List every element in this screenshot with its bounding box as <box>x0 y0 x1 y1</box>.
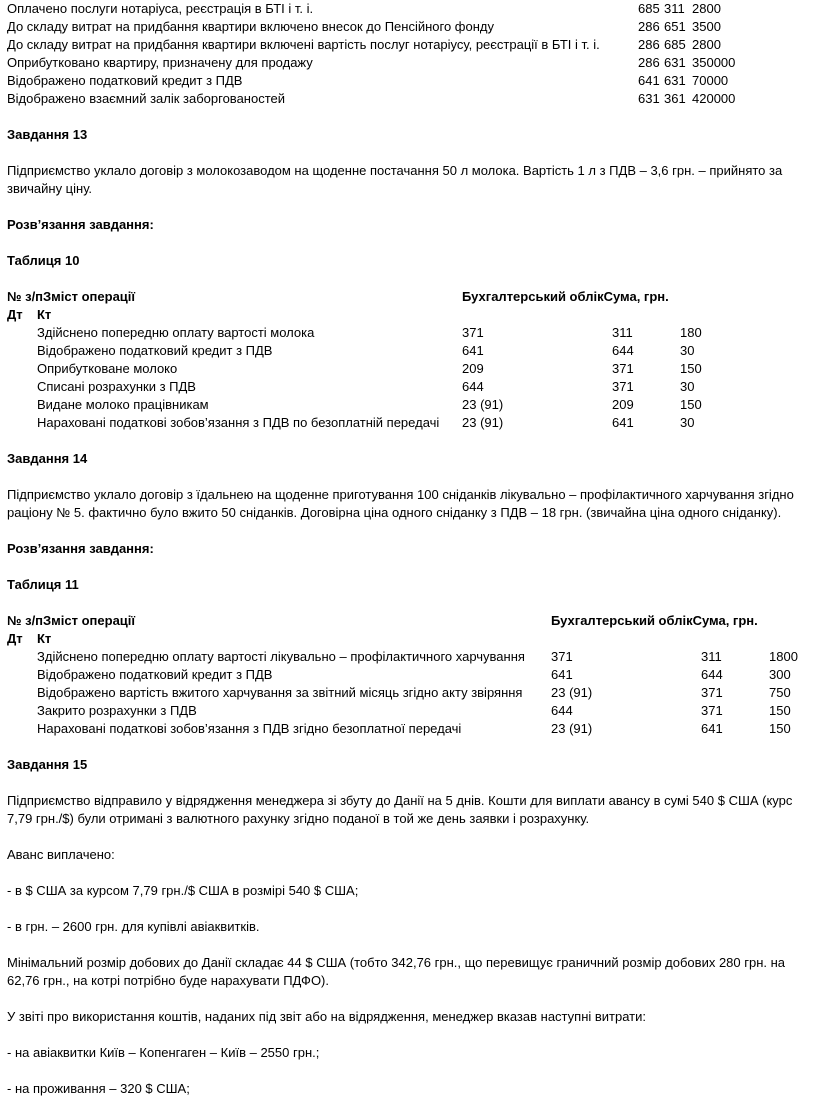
op-dt: 644 <box>462 379 484 394</box>
table-row <box>7 360 740 378</box>
ledger-row-dt: 286 <box>638 19 660 34</box>
task14-heading: Завдання 14 <box>7 451 88 466</box>
ledger-row-dt: 286 <box>638 55 660 70</box>
ledger-row-dt: 685 <box>638 1 660 16</box>
op-dt: 23 (91) <box>462 415 504 430</box>
ledger-row-kt: 361 <box>664 91 686 106</box>
ledger-row-sum: 3500 <box>692 19 721 34</box>
op-kt: 371 <box>612 361 634 376</box>
task14-text: Підприємство уклало договір з їдальнею на щоденне приготування 100 сніданків лікувально – профілактичного харчування згідно раціону № 5. фактично було вжито 50 сніданків. Договірна ціна одного сніданку з ПДВ – 18 грн. (звичайна ціна одного сніданку). <box>7 487 794 520</box>
op-text: Відображено податковий кредит з ПДВ <box>37 343 273 358</box>
ledger-row <box>7 18 807 36</box>
task15-paragraph: У звіті про використання коштів, наданих під звіт або на відрядження, менеджер вказав наступні витрати: <box>7 1009 646 1024</box>
ledger-row-dt: 286 <box>638 37 660 52</box>
op-kt: 311 <box>612 325 633 340</box>
op-text: Оприбутковане молоко <box>37 361 178 376</box>
op-dt: 23 (91) <box>551 721 593 736</box>
ledger-row-text: До складу витрат на придбання квартири включено внесок до Пенсійного фонду <box>7 19 494 34</box>
table10 <box>7 288 740 432</box>
col-content-header: Зміст операції <box>43 613 136 628</box>
col-num-header: № з/п <box>7 613 44 628</box>
table-row <box>7 396 740 414</box>
table11-header <box>7 612 807 630</box>
ledger-row-sum: 70000 <box>692 73 729 88</box>
op-sum: 180 <box>680 325 702 340</box>
ledger-row-sum: 420000 <box>692 91 736 106</box>
col-dt-header: Дт <box>7 307 23 322</box>
task14-solution-label: Розв’язання завдання: <box>7 541 154 556</box>
ledger-row <box>7 72 807 90</box>
op-dt: 641 <box>462 343 484 358</box>
ledger-row-sum: 350000 <box>692 55 736 70</box>
table-row <box>7 648 807 666</box>
op-dt: 23 (91) <box>462 397 504 412</box>
op-text: Відображено податковий кредит з ПДВ <box>37 667 273 682</box>
ledger-row-kt: 631 <box>664 55 686 70</box>
ledger-row <box>7 0 807 18</box>
table-row <box>7 702 807 720</box>
op-dt: 371 <box>462 325 484 340</box>
table10-header <box>7 288 740 306</box>
op-kt: 641 <box>701 721 723 736</box>
ledger-row-kt: 631 <box>664 73 686 88</box>
table-row <box>7 414 740 432</box>
ledger-row-text: Відображено взаємний залік заборгованостей <box>7 91 286 106</box>
op-text: Відображено вартість вжитого харчування за звітний місяць згідно акту звіряння <box>37 685 523 700</box>
col-num-header: № з/п <box>7 289 44 304</box>
task15-paragraph: - в $ США за курсом 7,79 грн./$ США в розмірі 540 $ США; <box>7 883 359 898</box>
op-sum: 30 <box>680 415 695 430</box>
table11-title: Таблиця 11 <box>7 577 79 592</box>
ledger-row-sum: 2800 <box>692 1 721 16</box>
table11-subheader <box>7 630 807 648</box>
op-sum: 1800 <box>769 649 798 664</box>
op-kt: 644 <box>612 343 634 358</box>
ledger-row-text: Оприбутковано квартиру, призначену для продажу <box>7 55 313 70</box>
op-text: Нараховані податкові зобов’язання з ПДВ згідно безоплатної передачі <box>37 721 462 736</box>
op-kt: 371 <box>701 703 723 718</box>
op-sum: 300 <box>769 667 791 682</box>
col-kt-header: Кт <box>37 307 52 322</box>
col-sum-header: Сума, грн. <box>692 613 758 628</box>
col-acct-header: Бухгалтерський облік <box>551 613 693 628</box>
op-sum: 150 <box>769 703 791 718</box>
op-kt: 644 <box>701 667 723 682</box>
col-acct-header: Бухгалтерський облік <box>462 289 604 304</box>
task13-text: Підприємство уклало договір з молокозаводом на щоденне постачання 50 л молока. Вартість 1 л з ПДВ – 3,6 грн. – прийнято за звичайну ціну. <box>7 163 783 196</box>
table11 <box>7 612 807 738</box>
op-text: Здійснено попередню оплату вартості лікувально – профілактичного харчування <box>37 649 525 664</box>
op-kt: 371 <box>612 379 634 394</box>
ledger-row <box>7 90 807 108</box>
task15-paragraph: - в грн. – 2600 грн. для купівлі авіаквитків. <box>7 919 260 934</box>
op-text: Видане молоко працівникам <box>37 397 209 412</box>
table-row <box>7 684 807 702</box>
task13-heading: Завдання 13 <box>7 127 88 142</box>
op-kt: 209 <box>612 397 634 412</box>
op-sum: 150 <box>680 361 702 376</box>
ledger-row-dt: 641 <box>638 73 660 88</box>
ledger-row-sum: 2800 <box>692 37 721 52</box>
table-row <box>7 342 740 360</box>
op-dt: 371 <box>551 649 573 664</box>
col-dt-header: Дт <box>7 631 23 646</box>
task15-paragraph: Мінімальний розмір добових до Данії складає 44 $ США (тобто 342,76 грн., що перевищує граничний розмір добових 280 грн. на 62,76 грн., на котрі потрібно буде нарахувати ПДФО). <box>7 955 786 988</box>
op-kt: 641 <box>612 415 634 430</box>
op-sum: 30 <box>680 379 695 394</box>
task15-paragraph: - на авіаквитки Київ – Копенгаген – Київ – 2550 грн.; <box>7 1045 320 1060</box>
task15-paragraph: Аванс виплачено: <box>7 847 115 862</box>
ledger-row-kt: 311 <box>664 1 685 16</box>
table10-title: Таблиця 10 <box>7 253 80 268</box>
col-kt-header: Кт <box>37 631 52 646</box>
table-row <box>7 666 807 684</box>
ledger-row-text: До складу витрат на придбання квартири включені вартість послуг нотаріусу, реєстрації в БТІ і т. і. <box>7 37 600 52</box>
op-sum: 150 <box>769 721 791 736</box>
ledger-row <box>7 54 807 72</box>
op-text: Здійснено попередню оплату вартості молока <box>37 325 315 340</box>
task13-solution-label: Розв’язання завдання: <box>7 217 154 232</box>
ledger-row-dt: 631 <box>638 91 660 106</box>
document-page <box>7 0 807 1098</box>
task15-heading: Завдання 15 <box>7 757 88 772</box>
ledger-row-kt: 685 <box>664 37 686 52</box>
ledger-row <box>7 36 807 54</box>
task15-paragraph: - на проживання – 320 $ США; <box>7 1081 190 1096</box>
op-kt: 371 <box>701 685 723 700</box>
table-row <box>7 720 807 738</box>
ledger-row-text: Оплачено послуги нотаріуса, реєстрація в БТІ і т. і. <box>7 1 314 16</box>
op-text: Нараховані податкові зобов’язання з ПДВ по безоплатній передачі <box>37 415 440 430</box>
op-dt: 644 <box>551 703 573 718</box>
op-dt: 641 <box>551 667 573 682</box>
task15-paragraph: Підприємство відправило у відрядження менеджера зі збуту до Данії на 5 днів. Кошти для виплати авансу в сумі 540 $ США (курс 7,79 грн./$) були отримані з валютного рахунку згідно поданої в той же день заявки і розрахунку. <box>7 793 793 826</box>
op-text: Закрито розрахунки з ПДВ <box>37 703 197 718</box>
op-sum: 150 <box>680 397 702 412</box>
col-content-header: Зміст операції <box>43 289 136 304</box>
table10-subheader <box>7 306 740 324</box>
ledger-row-kt: 651 <box>664 19 686 34</box>
op-kt: 311 <box>701 649 722 664</box>
op-dt: 209 <box>462 361 484 376</box>
op-text: Списані розрахунки з ПДВ <box>37 379 196 394</box>
op-sum: 750 <box>769 685 791 700</box>
ledger-row-text: Відображено податковий кредит з ПДВ <box>7 73 243 88</box>
table-row <box>7 324 740 342</box>
op-dt: 23 (91) <box>551 685 593 700</box>
op-sum: 30 <box>680 343 695 358</box>
top-ledger-table <box>7 0 807 108</box>
col-sum-header: Сума, грн. <box>603 289 669 304</box>
table-row <box>7 378 740 396</box>
